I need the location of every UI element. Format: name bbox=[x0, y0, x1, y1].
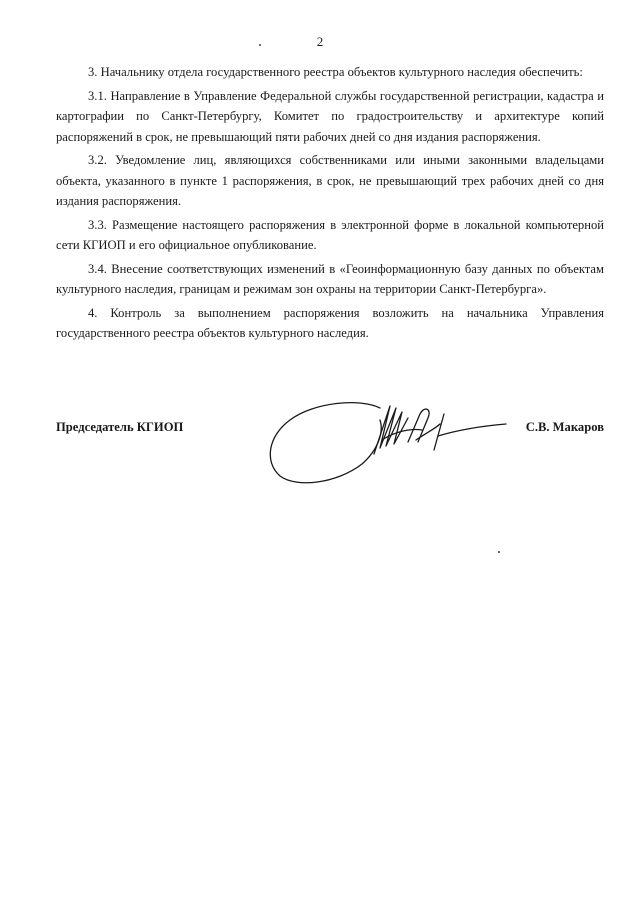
paragraph-3-4: 3.4. Внесение соответствующих изменений в «Геоинформационную базу данных по объектам культурного наследия, границам и режимам зон охраны на территории Санкт-Петербурга». bbox=[56, 261, 604, 296]
signatory-title: Председатель КГИОП bbox=[56, 420, 184, 434]
signatory-name: С.В. Макаров bbox=[525, 420, 604, 434]
signature-row bbox=[56, 420, 604, 460]
paragraph-3-2: 3.2. Уведомление лиц, являющихся собственниками или иными законными владельцами объекта, указанного в пункте 1 распоряжения, в срок, не превышающий трех рабочих дней со дня издания распоряжения. bbox=[56, 153, 604, 208]
paragraph-3-3: 3.3. Размещение настоящего распоряжения в электронной форме в локальной компьютерной сети КГИОП и его официальное опубликование. bbox=[56, 217, 604, 252]
paragraph-3-1: 3.1. Направление в Управление Федеральной службы государственной регистрации, кадастра и картографии по Санкт-Петербургу, Комитет по градостроительству и архитектуре копий распоряжений в срок, не превышающий пяти рабочих дней со дня издания распоряжения. bbox=[56, 88, 604, 144]
paragraph-3: 3. Начальнику отдела государственного реестра объектов культурного наследия обеспечить: bbox=[88, 65, 583, 79]
paragraph-4: 4. Контроль за выполнением распоряжения возложить на начальника Управления государственного реестра объектов культурного наследия. bbox=[56, 305, 604, 340]
document-body bbox=[56, 62, 604, 347]
scan-speck bbox=[498, 551, 500, 553]
page-number: 2 bbox=[316, 34, 324, 49]
scan-speck bbox=[259, 44, 261, 46]
